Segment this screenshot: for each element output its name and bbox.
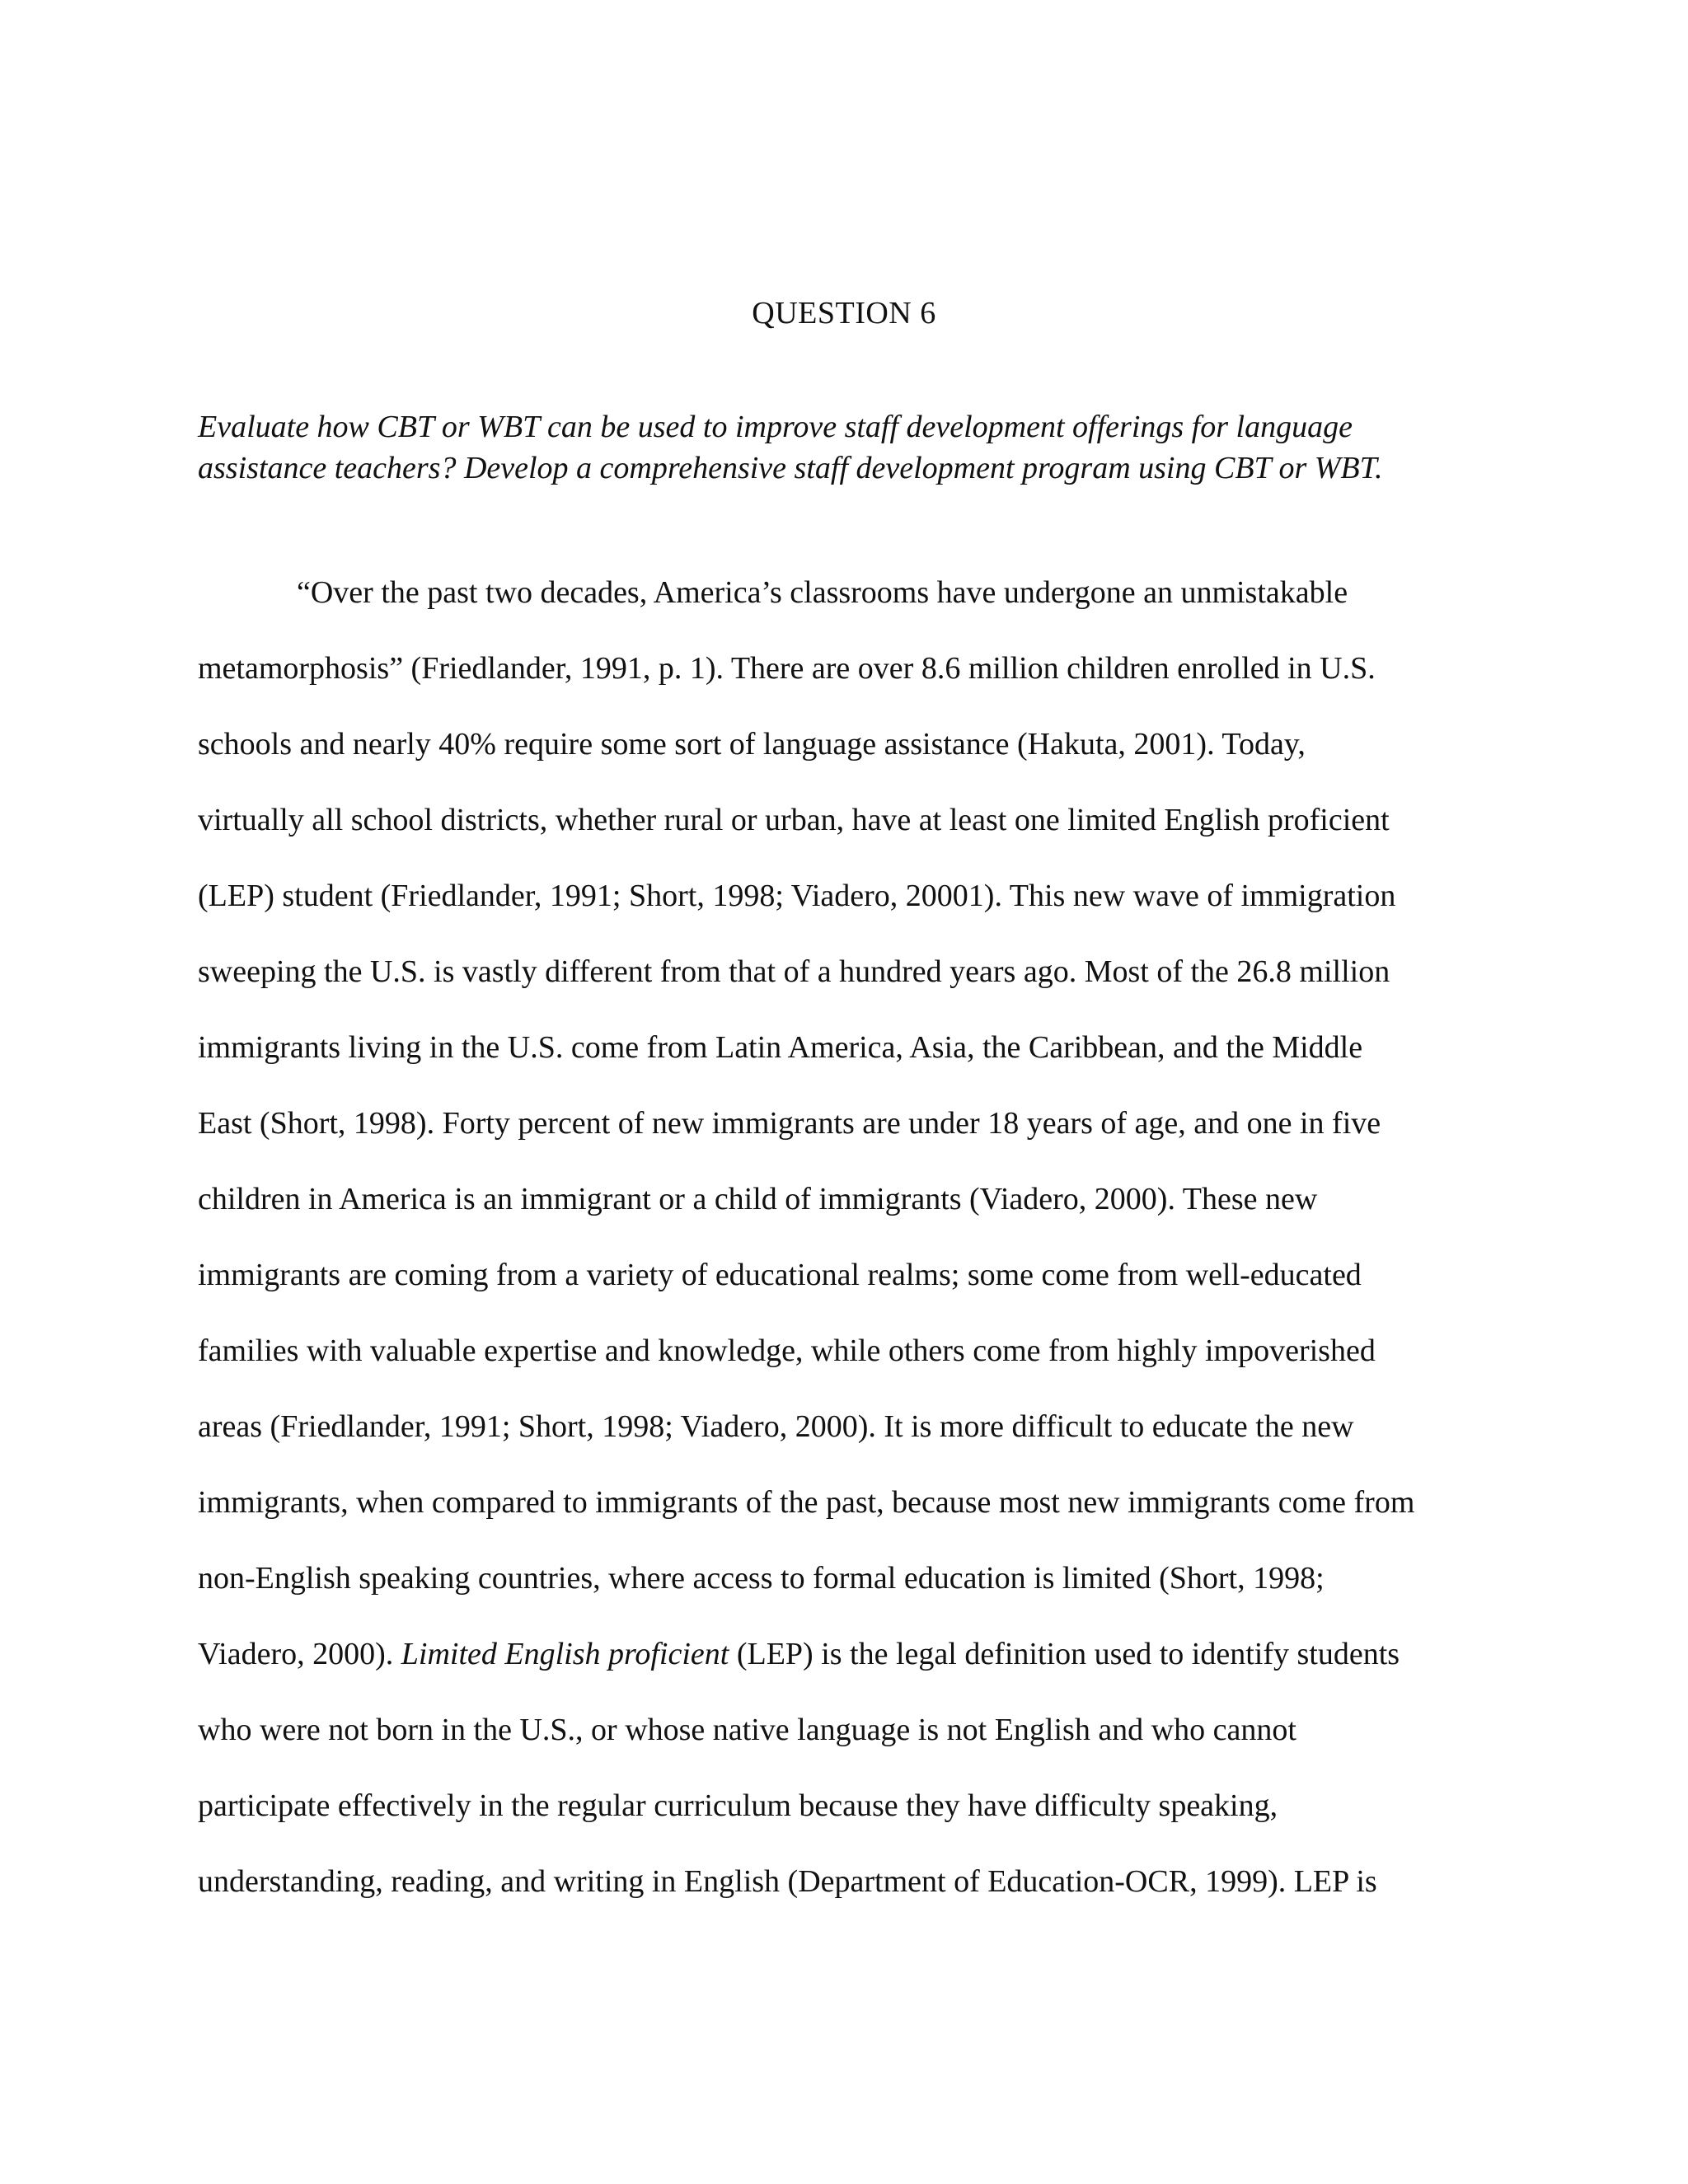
body-line: schools and nearly 40% require some sort of language assistance (Hakuta, 2001). Today, bbox=[198, 727, 1306, 762]
body-line: immigrants are coming from a variety of educational realms; some come from well-educated bbox=[198, 1258, 1362, 1292]
body-line: areas (Friedlander, 1991; Short, 1998; Viadero, 2000). It is more difficult to educate the new bbox=[198, 1409, 1354, 1444]
body-line: understanding, reading, and writing in English (Department of Education-OCR, 1999). LEP is bbox=[198, 1864, 1377, 1899]
defined-term: Limited English proficient bbox=[401, 1637, 729, 1671]
body-line-first: “Over the past two decades, America’s classrooms have undergone an unmistakable bbox=[297, 575, 1348, 610]
body-line: non-English speaking countries, where access to formal education is limited (Short, 1998; bbox=[198, 1561, 1325, 1596]
body-line: children in America is an immigrant or a child of immigrants (Viadero, 2000). These new bbox=[198, 1182, 1318, 1216]
question-heading: QUESTION 6 bbox=[752, 296, 936, 330]
body-line: participate effectively in the regular curriculum because they have difficulty speaking, bbox=[198, 1788, 1278, 1823]
body-text-segment: Viadero, 2000). bbox=[198, 1637, 401, 1671]
body-line: immigrants living in the U.S. come from Latin America, Asia, the Caribbean, and the Middle bbox=[198, 1030, 1363, 1065]
body-line: (LEP) student (Friedlander, 1991; Short, 1998; Viadero, 20001). This new wave of immigration bbox=[198, 879, 1396, 913]
body-line: families with valuable expertise and knowledge, while others come from highly impoverished bbox=[198, 1333, 1376, 1368]
body-line: East (Short, 1998). Forty percent of new immigrants are under 18 years of age, and one in five bbox=[198, 1106, 1381, 1141]
body-line: immigrants, when compared to immigrants of the past, because most new immigrants come from bbox=[198, 1485, 1415, 1520]
body-text-segment: (LEP) is the legal definition used to identify students bbox=[729, 1637, 1400, 1671]
body-line: metamorphosis” (Friedlander, 1991, p. 1). There are over 8.6 million children enrolled in U.S. bbox=[198, 651, 1376, 686]
question-prompt bbox=[198, 406, 1382, 489]
body-line: sweeping the U.S. is vastly different from that of a hundred years ago. Most of the 26.8 million bbox=[198, 954, 1390, 989]
body-line-with-definition bbox=[198, 1616, 1414, 1692]
body-paragraph bbox=[198, 555, 1414, 1919]
body-line: virtually all school districts, whether rural or urban, have at least one limited English proficient bbox=[198, 803, 1390, 837]
prompt-line: assistance teachers? Develop a comprehensive staff development program using CBT or WBT. bbox=[198, 451, 1383, 485]
body-line: who were not born in the U.S., or whose native language is not English and who cannot bbox=[198, 1713, 1296, 1747]
prompt-line: Evaluate how CBT or WBT can be used to improve staff development offerings for language bbox=[198, 410, 1353, 444]
